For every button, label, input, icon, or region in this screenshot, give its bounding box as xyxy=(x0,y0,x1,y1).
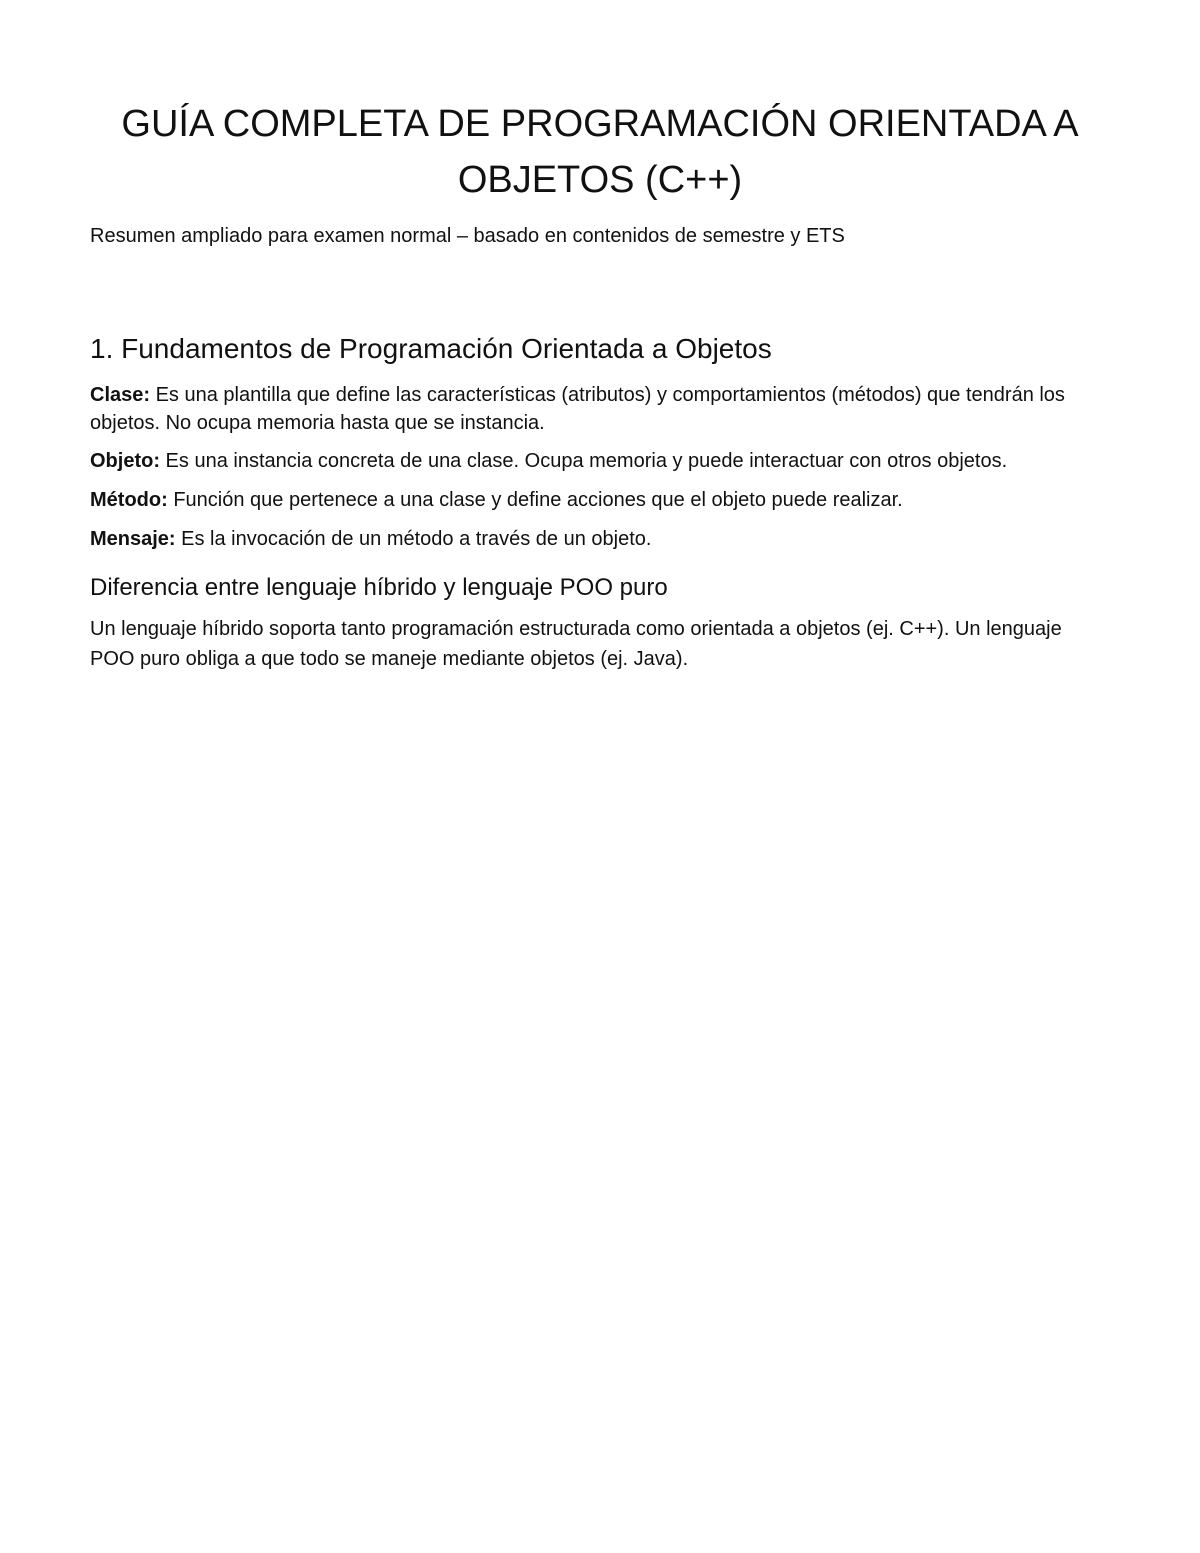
definition-mensaje xyxy=(90,525,1130,553)
definition-objeto xyxy=(90,447,1130,475)
definition-text: Función que pertenece a una clase y define acciones que el objeto puede realizar. xyxy=(167,489,903,511)
section-heading-fundamentos: 1. Fundamentos de Programación Orientada a Objetos xyxy=(90,333,772,364)
document-subtitle: Resumen ampliado para examen normal – basado en contenidos de semestre y ETS xyxy=(90,225,845,247)
definition-text: Es una instancia concreta de una clase. Ocupa memoria y puede interactuar con otros objetos. xyxy=(160,450,1008,472)
subsection-body-paragraph: Un lenguaje híbrido soporta tanto programación estructurada como orientada a objetos (ej. C++). Un lenguaje POO puro obliga a que todo se maneje mediante objetos (ej. Java). xyxy=(90,618,1062,670)
definition-term: Objeto: xyxy=(90,450,160,472)
definition-term: Mensaje: xyxy=(90,528,176,550)
definition-term: Método: xyxy=(90,489,168,511)
subsection-heading-hibrido-vs-puro: Diferencia entre lenguaje híbrido y lenguaje POO puro xyxy=(90,574,668,601)
definition-term: Clase: xyxy=(90,384,151,406)
definition-text: Es la invocación de un método a través de un objeto. xyxy=(175,528,652,550)
document-title: GUÍA COMPLETA DE PROGRAMACIÓN ORIENTADA A OBJETOS (C++) xyxy=(121,103,1079,201)
definition-clase xyxy=(90,381,1130,437)
definition-text: Es una plantilla que define las características (atributos) y comportamientos (métodos) que tendrán los objetos. No ocupa memoria hasta que se instancia. xyxy=(90,384,1065,434)
definition-metodo xyxy=(90,486,1130,514)
